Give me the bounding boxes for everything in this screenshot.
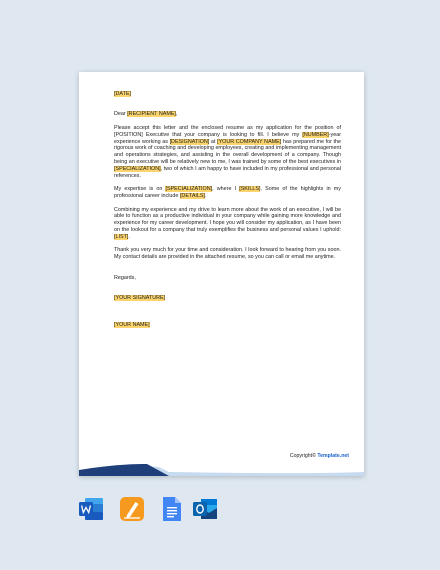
p3-text-a: Combining my experience and my drive to learn more about the work of an executive, I will be able to function as a productive individual in your company while gaining more knowledge and experience for my career development. I hope you will consider my application, as I have been on the lookout for a company that truly exemplifies the business and personal values I uphold:: [114, 206, 341, 233]
p1-text-d: has prepared me for the rigorous work of coaching and developing employees, creating and implementing management and operations strategies, and assisting in the overall development of a company. Though being an executive will be relatively new to me, I was trained by some of the best executives in: [114, 138, 341, 165]
pages-icon[interactable]: [119, 496, 145, 522]
skills-placeholder: [SKILLS]: [239, 186, 261, 193]
signature-line: [114, 295, 341, 302]
p2-text-b: , where I: [212, 186, 240, 193]
p1-text-a: Please accept this letter and the enclosed resume as my application for the position of [POSITION] Executive that your company is looking to fill. I believe my: [114, 124, 341, 138]
number-placeholder: [NUMBER]: [302, 131, 329, 138]
regards: Regards,: [114, 274, 136, 281]
paragraph-1: [114, 125, 341, 179]
google-docs-icon[interactable]: [158, 496, 184, 522]
footer-wave-decoration: [79, 464, 364, 476]
signature-placeholder: [YOUR SIGNATURE]: [114, 294, 166, 301]
company-name-placeholder: [YOUR COMPANY NAME]: [217, 138, 282, 145]
p3-text-b: .: [128, 233, 130, 240]
p2-text-a: My expertise is on: [114, 186, 166, 193]
paragraph-3: [114, 207, 341, 241]
brand-link[interactable]: Template.net: [317, 453, 349, 459]
outlook-icon[interactable]: [192, 496, 218, 522]
letter-page: [79, 72, 364, 476]
word-icon[interactable]: [78, 496, 104, 522]
greeting: [114, 111, 341, 118]
name-line: [114, 322, 341, 329]
name-placeholder: [YOUR NAME]: [114, 321, 150, 328]
greeting-comma: ,: [175, 111, 178, 118]
letter-body: [114, 91, 341, 329]
paragraph-4: Thank you very much for your time and consideration. I look forward to hearing from you soon. My contact details are provided in the attached resume, so you can call or email me anytime.: [114, 247, 341, 261]
paragraph-2: [114, 186, 341, 200]
p1-text-b: -year experience working as: [114, 131, 341, 145]
copyright-text: Copyright©: [289, 453, 318, 459]
specialization-placeholder: [SPECIALIZATION]: [165, 186, 213, 193]
date-placeholder: [DATE]: [114, 91, 131, 97]
designation-placeholder: [DESIGNATION]: [169, 138, 210, 145]
list-placeholder: [LIST]: [114, 233, 129, 240]
p1-text-e: , two of which I am happy to have included in my professional and personal references.: [114, 165, 341, 179]
recipient-placeholder: [RECIPIENT NAME]: [127, 111, 176, 118]
specialization-placeholder: [SPECIALIZATION]: [114, 165, 161, 172]
details-placeholder: [DETAILS]: [179, 192, 206, 199]
greeting-text: Dear: [114, 111, 128, 118]
p1-text-c: at: [209, 138, 218, 145]
p2-text-d: .: [205, 192, 207, 199]
date-line: [114, 91, 341, 98]
copyright-footer: [290, 453, 349, 459]
p2-text-c: . Some of the highlights in my professional career include: [114, 186, 341, 199]
